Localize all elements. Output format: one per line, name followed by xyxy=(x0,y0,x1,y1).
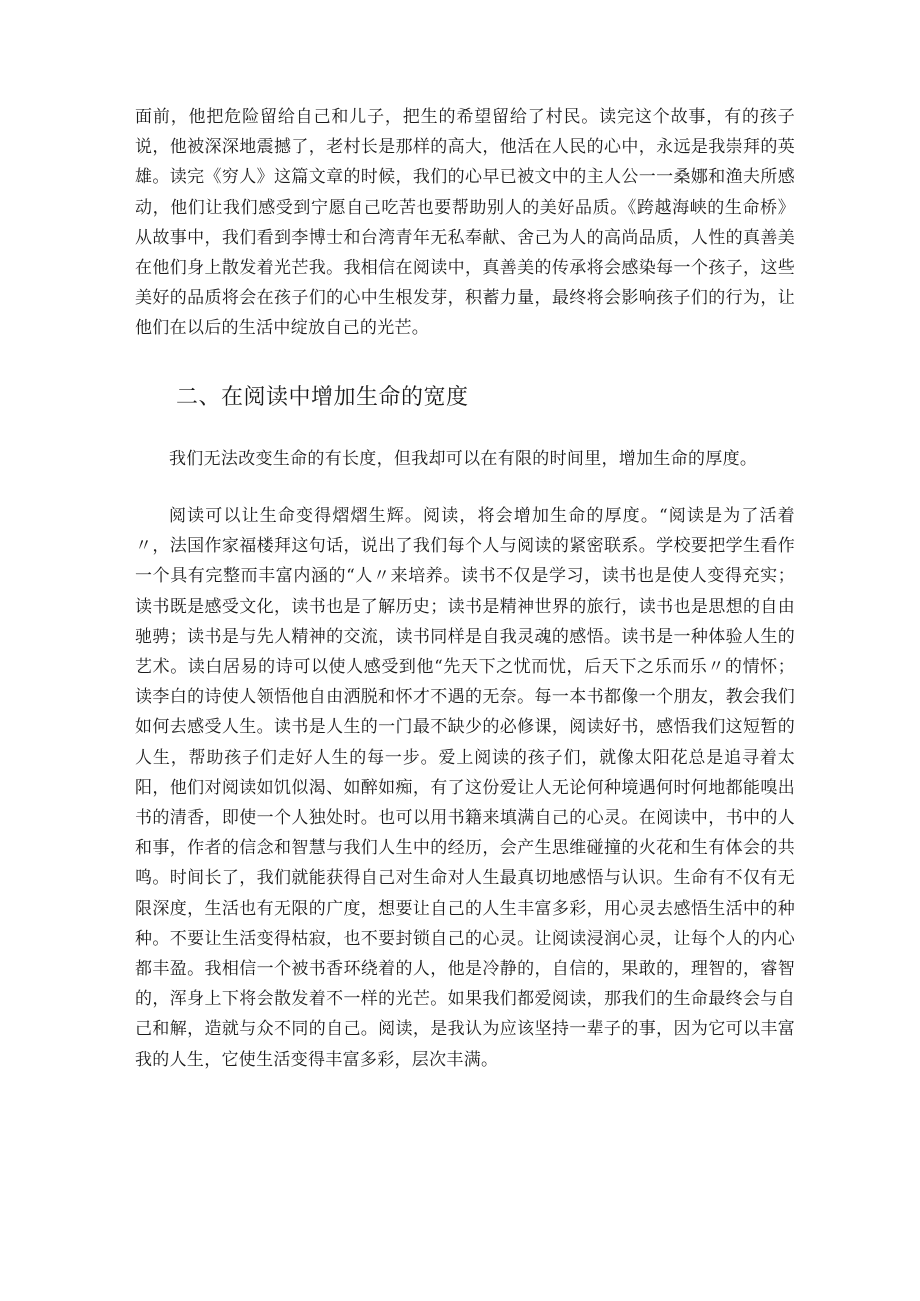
paragraph-continued: 面前，他把危险留给自己和儿子，把生的希望留给了村民。读完这个故事，有的孩子说，他被深深地震撼了，老村长是那样的高大，他活在人民的心中，永远是我崇拜的英雄。读完《穷人》这篇文章的时候，我们的心早已被文中的主人公一一桑娜和渔夫所感动，他们让我们感受到宁愿自己吃苦也要帮助别人的美好品质。《跨越海峡的生命桥》从故事中，我们看到李博士和台湾青年无私奉献、舍己为人的高尚品质，人性的真善美在他们身上散发着光芒我。我相信在阅读中，真善美的传承将会感染每一个孩子，这些美好的品质将会在孩子们的心中生根发芽，积蓄力量，最终将会影响孩子们的行为，让他们在以后的生活中绽放自己的光芒。 xyxy=(135,107,795,339)
paragraph-intro: 我们无法改变生命的有长度，但我却可以在有限的时间里，增加生命的厚度。 xyxy=(169,449,758,469)
section-heading: 二、在阅读中增加生命的宽度 xyxy=(176,385,469,410)
paragraph-main: 阅读可以让生命变得熠熠生辉。阅读，将会增加生命的厚度。“阅读是为了活着〃，法国作家福楼拜这句话，说出了我们每个人与阅读的紧密联系。学校要把学生看作一个具有完整而丰富内涵的“人〃来培养。读书不仅是学习，读书也是使人变得充实；读书既是感受文化，读书也是了解历史；读书是精神世界的旅行，读书也是思想的自由驰骋；读书是与先人精神的交流，读书同样是自我灵魂的感悟。读书是一种体验人生的艺术。读白居易的诗可以使人感受到他“先天下之忧而忧，后天下之乐而乐〃的情怀；读李白的诗使人领悟他自由洒脱和怀才不遇的无奈。每一本书都像一个朋友，教会我们如何去感受人生。读书是人生的一门最不缺少的必修课，阅读好书，感悟我们这短暂的人生，帮助孩子们走好人生的每一步。爱上阅读的孩子们，就像太阳花总是追寻着太阳，他们对阅读如饥似渴、如醉如痴，有了这份爱让人无论何种境遇何时何地都能嗅出书的清香，即使一个人独处时。也可以用书籍来填满自己的心灵。在阅读中，书中的人和事，作者的信念和智慧与我们人生中的经历，会产生思维碰撞的火花和生有体会的共鸣。时间长了，我们就能获得自己对生命对人生最真切地感悟与认识。生命有不仅有无限深度，生活也有无限的广度，想要让自己的人生丰富多彩，用心灵去感悟生活中的种种。不要让生活变得枯寂，也不要封锁自己的心灵。让阅读浸润心灵，让每个人的内心都丰盈。我相信一个被书香环绕着的人，他是冷静的，自信的，果敢的，理智的，睿智的，浑身上下将会散发着不一样的光芒。如果我们都爱阅读，那我们的生命最终会与自己和解，造就与众不同的自己。阅读，是我认为应该坚持一辈子的事，因为它可以丰富我的人生，它使生活变得丰富多彩，层次丰满。 xyxy=(135,506,795,1070)
